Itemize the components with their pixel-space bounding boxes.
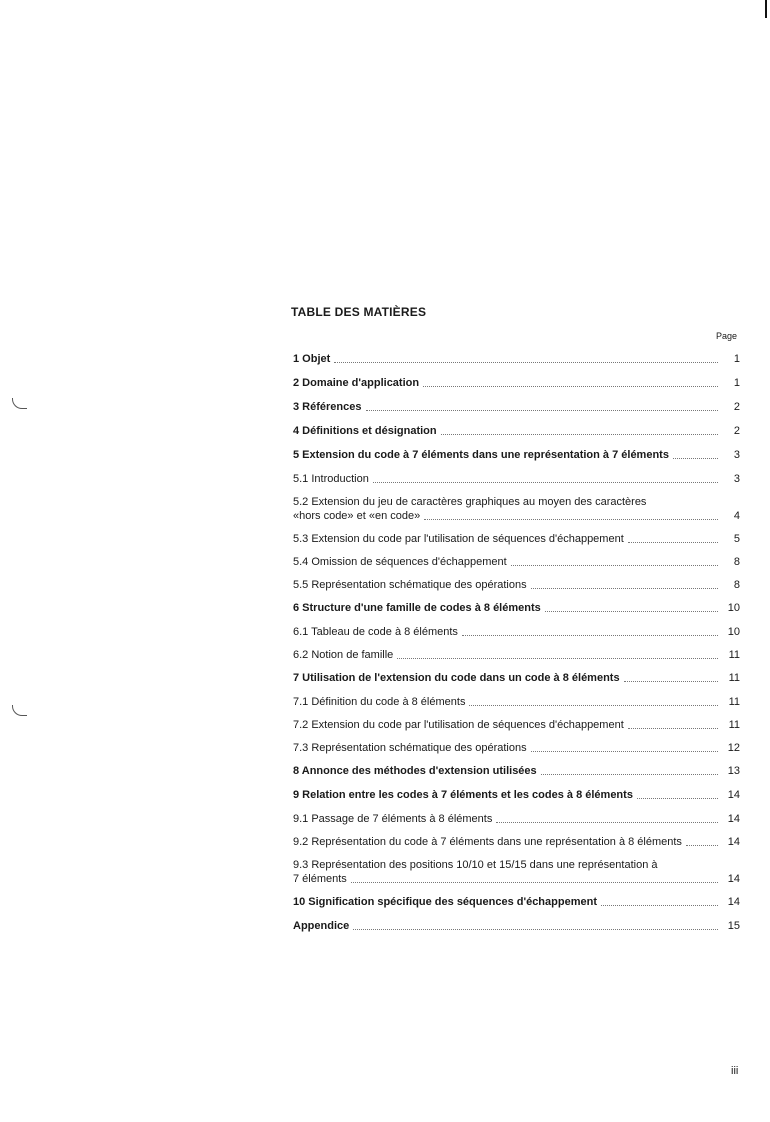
- toc-entry[interactable]: [293, 352, 740, 366]
- toc-entry[interactable]: [293, 625, 740, 639]
- toc-entry-page: 13: [727, 765, 740, 777]
- toc-entry[interactable]: [293, 835, 740, 849]
- page-number: iii: [731, 1065, 739, 1077]
- toc-entry[interactable]: [293, 788, 740, 802]
- dot-leader: [366, 410, 719, 411]
- toc-entry-page: 8: [733, 579, 740, 591]
- toc-entry-label: 5.2 Extension du jeu de caractères graphiques au moyen des caractères: [293, 496, 647, 508]
- toc-entry-page: 1: [733, 353, 740, 365]
- dot-leader: [469, 705, 718, 706]
- toc-entry[interactable]: [293, 764, 740, 778]
- toc-entry-page: 2: [733, 401, 740, 413]
- toc-entry-label: 5 Extension du code à 7 éléments dans une représentation à 7 éléments: [293, 449, 669, 461]
- toc-entry[interactable]: [293, 555, 740, 569]
- dot-leader: [424, 519, 718, 520]
- toc-entry-page: 3: [733, 449, 740, 461]
- page-column-header: Page: [716, 331, 738, 341]
- toc-entry-label: 6.2 Notion de famille: [293, 649, 394, 661]
- toc-entry-label: 9.2 Représentation du code à 7 éléments dans une représentation à 8 éléments: [293, 836, 682, 848]
- toc-entry-page: 8: [733, 556, 740, 568]
- dot-leader: [423, 386, 718, 387]
- toc-entry-page: 11: [728, 672, 740, 684]
- dot-leader: [686, 845, 718, 846]
- dot-leader: [441, 434, 718, 435]
- dot-leader: [628, 542, 718, 543]
- toc-entry-label-continued: 7 éléments: [293, 873, 347, 885]
- dot-leader: [334, 362, 718, 363]
- toc-entry[interactable]: [293, 695, 740, 709]
- dot-leader: [511, 565, 718, 566]
- dot-leader: [531, 751, 718, 752]
- toc-entry[interactable]: [293, 741, 740, 755]
- toc-entry[interactable]: [293, 858, 740, 886]
- toc-entry[interactable]: [293, 812, 740, 826]
- toc-entry-label: 7.1 Définition du code à 8 éléments: [293, 696, 466, 708]
- toc-entry[interactable]: [293, 671, 740, 685]
- toc-entry-page: 14: [727, 896, 740, 908]
- toc-entry[interactable]: [293, 895, 740, 909]
- toc-entry[interactable]: [293, 532, 740, 546]
- toc-entry-label: 2 Domaine d'application: [293, 377, 420, 389]
- toc-entry-label: 5.4 Omission de séquences d'échappement: [293, 556, 507, 568]
- dot-leader: [462, 635, 718, 636]
- toc-entry-page: 11: [728, 696, 740, 708]
- toc-entry-label: 7 Utilisation de l'extension du code dans un code à 8 éléments: [293, 672, 620, 684]
- toc-entry-label: 9 Relation entre les codes à 7 éléments et les codes à 8 éléments: [293, 789, 633, 801]
- toc-entry[interactable]: [293, 578, 740, 592]
- toc-entry-label: 6.1 Tableau de code à 8 éléments: [293, 626, 458, 638]
- dot-leader: [628, 728, 718, 729]
- dot-leader: [541, 774, 718, 775]
- dot-leader: [353, 929, 718, 930]
- toc-entry[interactable]: [293, 448, 740, 462]
- toc-entry-label: 3 Références: [293, 401, 362, 413]
- toc-title: TABLE DES MATIÈRES: [291, 305, 427, 319]
- toc-entry-page: 3: [733, 473, 740, 485]
- toc-entry[interactable]: [293, 718, 740, 732]
- toc-entry-page: 14: [727, 789, 740, 801]
- toc-entry[interactable]: [293, 648, 740, 662]
- toc-entry-label-continued: «hors code» et «en code»: [293, 510, 421, 522]
- toc-entry[interactable]: [293, 424, 740, 438]
- binding-mark: [12, 398, 27, 409]
- toc-entry-page: 14: [727, 836, 740, 848]
- dot-leader: [531, 588, 718, 589]
- toc-entry[interactable]: [293, 495, 740, 523]
- dot-leader: [496, 822, 718, 823]
- dot-leader: [397, 658, 718, 659]
- toc-entry-page: 2: [733, 425, 740, 437]
- toc-entry-page: 1: [733, 377, 740, 389]
- toc-entry-label: 1 Objet: [293, 353, 331, 365]
- toc-entry-label: 5.5 Représentation schématique des opérations: [293, 579, 527, 591]
- toc-entry-label: 6 Structure d'une famille de codes à 8 éléments: [293, 602, 541, 614]
- toc-entry-page: 10: [727, 602, 740, 614]
- toc-entry-label: Appendice: [293, 920, 350, 932]
- dot-leader: [545, 611, 718, 612]
- toc-entry-label: 5.1 Introduction: [293, 473, 369, 485]
- toc-entry-page: 14: [727, 813, 740, 825]
- toc-entry-page: 10: [727, 626, 740, 638]
- toc-entry-page: 4: [733, 510, 740, 522]
- toc-entry-label: 8 Annonce des méthodes d'extension utilisées: [293, 765, 537, 777]
- binding-mark: [12, 705, 27, 716]
- dot-leader: [637, 798, 718, 799]
- dot-leader: [351, 882, 718, 883]
- toc-entry-page: 15: [727, 920, 740, 932]
- toc-entry[interactable]: [293, 472, 740, 486]
- toc-entry[interactable]: [293, 919, 740, 933]
- dot-leader: [624, 681, 718, 682]
- toc-entry-label: 4 Définitions et désignation: [293, 425, 437, 437]
- toc-entry-page: 11: [728, 649, 740, 661]
- page-edge-mark: [765, 0, 767, 18]
- toc-entry-label: 7.2 Extension du code par l'utilisation de séquences d'échappement: [293, 719, 624, 731]
- toc-entry-page: 14: [727, 873, 740, 885]
- toc-entry-label: 5.3 Extension du code par l'utilisation de séquences d'échappement: [293, 533, 624, 545]
- table-of-contents: [293, 352, 740, 943]
- dot-leader: [601, 905, 718, 906]
- toc-entry[interactable]: [293, 601, 740, 615]
- toc-entry-label: 9.3 Représentation des positions 10/10 et 15/15 dans une représentation à: [293, 859, 658, 871]
- toc-entry-label: 7.3 Représentation schématique des opérations: [293, 742, 527, 754]
- dot-leader: [673, 458, 718, 459]
- toc-entry-page: 5: [733, 533, 740, 545]
- toc-entry-label: 9.1 Passage de 7 éléments à 8 éléments: [293, 813, 493, 825]
- toc-entry[interactable]: [293, 400, 740, 414]
- toc-entry-label: 10 Signification spécifique des séquences d'échappement: [293, 896, 597, 908]
- toc-entry-page: 12: [727, 742, 740, 754]
- toc-entry-page: 11: [728, 719, 740, 731]
- dot-leader: [373, 482, 718, 483]
- toc-entry[interactable]: [293, 376, 740, 390]
